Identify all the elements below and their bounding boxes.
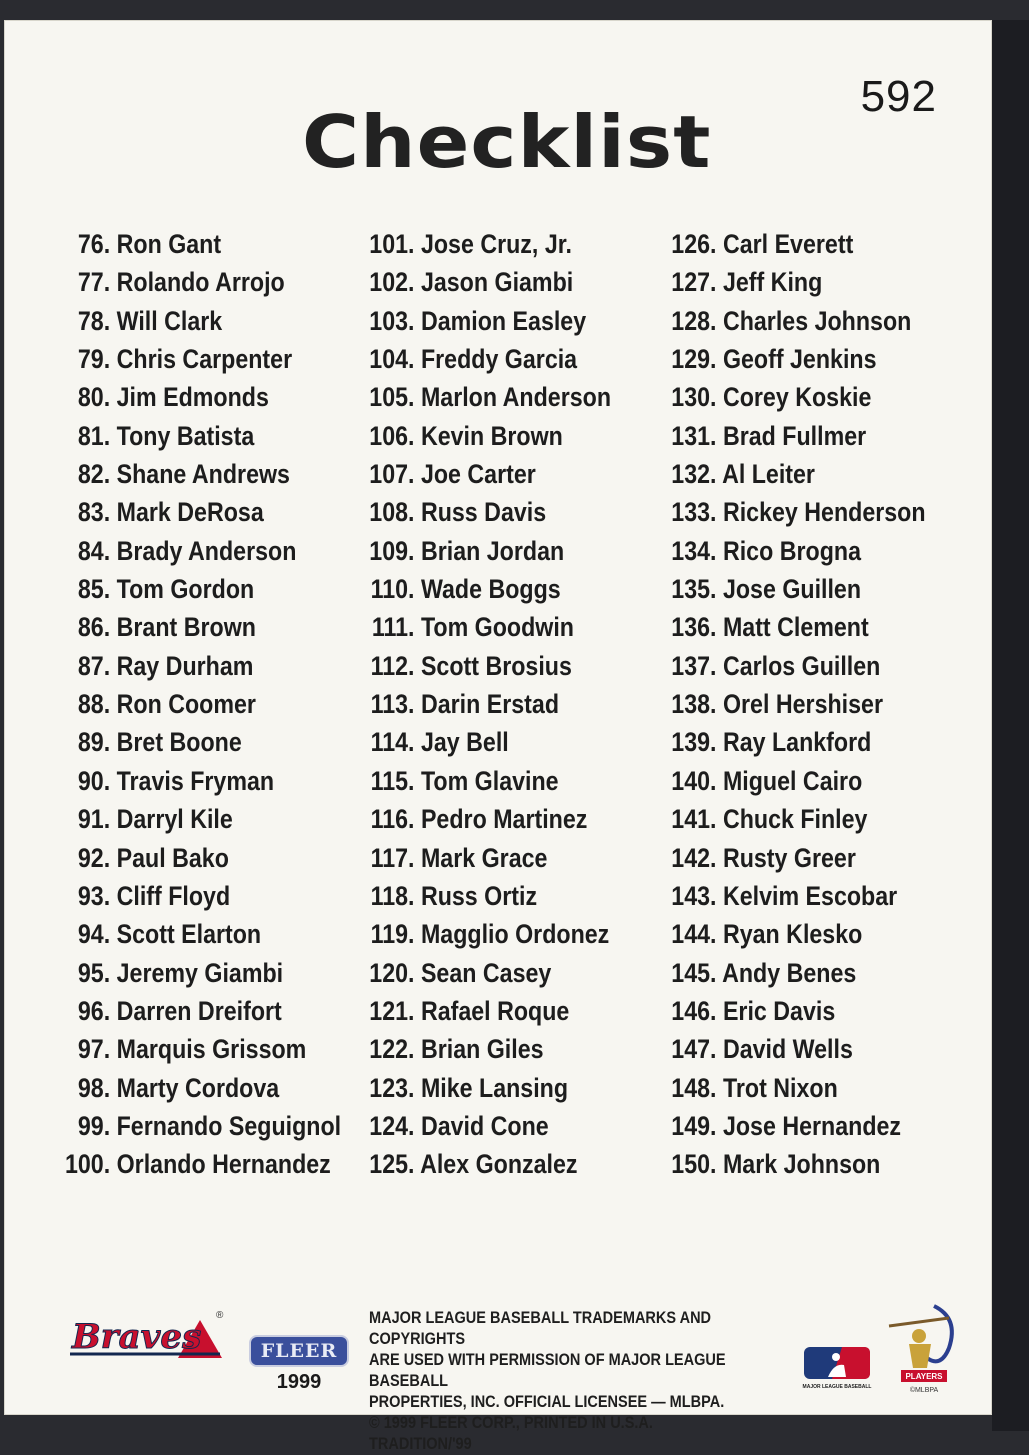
player-name: Eric Davis	[722, 995, 836, 1026]
checklist-entry	[356, 647, 611, 685]
checklist-entry	[356, 723, 611, 761]
fleer-year: 1999	[276, 1371, 322, 1393]
player-name: Orlando Hernandez	[116, 1149, 331, 1180]
player-name: Matt Clement	[722, 612, 869, 643]
card-no: 117.	[370, 842, 415, 873]
player-name: Rafael Roque	[420, 995, 570, 1026]
player-name: Brad Fullmer	[722, 420, 867, 451]
player-name: Charles Johnson	[722, 305, 912, 336]
card-no: 142.	[671, 842, 717, 873]
player-name: David Wells	[722, 1034, 853, 1065]
checklist-entry	[658, 800, 926, 838]
player-name: Ryan Klesko	[722, 919, 863, 950]
checklist-entry	[658, 1030, 926, 1068]
card-no: 81.	[77, 420, 111, 451]
player-name: Cliff Floyd	[116, 880, 231, 911]
player-name: Mike Lansing	[420, 1072, 569, 1103]
checklist-entry	[658, 1107, 926, 1145]
card-no: 103.	[369, 305, 415, 336]
svg-text:Braves: Braves	[72, 1317, 202, 1357]
checklist-entry	[658, 1069, 926, 1107]
card-no: 127.	[671, 267, 717, 298]
card-no: 77.	[77, 267, 111, 298]
card-no: 128.	[671, 305, 717, 336]
card-no: 86.	[77, 612, 111, 643]
checklist-entry	[62, 839, 341, 877]
card-no: 129.	[671, 344, 717, 375]
card-no: 112.	[370, 650, 415, 681]
card-no: 139.	[671, 727, 717, 758]
checklist-entry	[356, 493, 611, 531]
checklist-entry	[356, 455, 611, 493]
player-name: Tom Gordon	[116, 574, 255, 605]
player-name: Marlon Anderson	[420, 382, 612, 413]
fleer-badge: FLEER	[249, 1335, 349, 1367]
card-no: 80.	[77, 382, 111, 413]
card-no: 93.	[77, 880, 111, 911]
player-name: Chris Carpenter	[116, 344, 293, 375]
checklist-entry	[62, 762, 341, 800]
player-name: Fernando Seguignol	[116, 1110, 342, 1141]
checklist-entry	[62, 954, 341, 992]
card-no: 91.	[77, 804, 111, 835]
checklist-entry	[62, 225, 341, 263]
card-no: 123.	[369, 1072, 415, 1103]
checklist-entry	[356, 762, 611, 800]
checklist-entry	[658, 762, 926, 800]
player-name: Orel Hershiser	[722, 689, 883, 720]
card-no: 78.	[77, 305, 111, 336]
card-no: 130.	[671, 382, 717, 413]
player-name: Mark DeRosa	[116, 497, 264, 528]
card-no: 134.	[671, 535, 717, 566]
player-name: Darryl Kile	[116, 804, 233, 835]
checklist-column-3	[658, 225, 969, 1184]
player-name: Ron Gant	[116, 229, 222, 259]
player-name: Brian Jordan	[420, 535, 565, 566]
checklist-entry	[658, 263, 926, 301]
checklist-entry	[356, 378, 611, 416]
card-no: 104.	[369, 344, 415, 375]
card-no: 143.	[671, 880, 717, 911]
checklist-entry	[658, 992, 926, 1030]
player-name: Brant Brown	[116, 612, 256, 643]
checklist-entry	[658, 877, 926, 915]
card-no: 140.	[671, 765, 717, 796]
player-name: Rolando Arrojo	[116, 267, 285, 298]
checklist-entry	[356, 225, 611, 263]
checklist-entry	[658, 570, 926, 608]
card-no: 102.	[369, 267, 415, 298]
legal-notice	[369, 1308, 747, 1455]
player-name: Jim Edmonds	[116, 382, 269, 413]
checklist-entry	[356, 302, 611, 340]
checklist-entry	[356, 608, 611, 646]
checklist-entry	[658, 493, 926, 531]
player-name: Jason Giambi	[420, 267, 574, 298]
card-no: 96.	[77, 995, 111, 1026]
checklist-entry	[62, 570, 341, 608]
card-no: 107.	[369, 459, 415, 490]
player-name: Scott Elarton	[116, 919, 262, 950]
card-no: 122.	[369, 1034, 415, 1065]
player-name: Jeremy Giambi	[116, 957, 284, 988]
card-no: 146.	[671, 995, 717, 1026]
legal-line: MAJOR LEAGUE BASEBALL TRADEMARKS AND COPYRIGHTS	[369, 1309, 712, 1348]
checklist-entry	[62, 455, 341, 493]
card-no: 136.	[671, 612, 717, 643]
player-name: Mark Johnson	[722, 1149, 881, 1180]
checklist-entry	[62, 340, 341, 378]
card-no: 148.	[671, 1072, 717, 1103]
card-no: 109.	[369, 535, 415, 566]
checklist-entry	[62, 1069, 341, 1107]
checklist-entry	[62, 647, 341, 685]
player-name: Darin Erstad	[420, 689, 560, 720]
player-name: Miguel Cairo	[722, 765, 863, 796]
player-name: Andy Benes	[722, 957, 857, 988]
player-name: Ron Coomer	[116, 689, 256, 720]
checklist-entry	[356, 1145, 611, 1183]
card-no: 99.	[77, 1110, 111, 1141]
card-no: 106.	[369, 420, 415, 451]
player-name: Jeff King	[722, 267, 823, 298]
checklist-entry	[658, 417, 926, 455]
player-name: Corey Koskie	[722, 382, 872, 413]
card-no: 111.	[371, 612, 415, 643]
card-no: 76.	[77, 229, 111, 259]
card-no: 97.	[77, 1034, 111, 1065]
player-name: Russ Ortiz	[420, 880, 538, 911]
checklist-title: Checklist	[302, 100, 712, 184]
card-no: 88.	[77, 689, 111, 720]
checklist-entry	[62, 800, 341, 838]
legal-line: © 1999 FLEER CORP., PRINTED IN U.S.A. TRADITION/'99	[369, 1414, 653, 1453]
checklist-entry	[356, 1107, 611, 1145]
checklist-entry	[658, 378, 926, 416]
card-no: 121.	[369, 995, 415, 1026]
player-name: Joe Carter	[420, 459, 536, 490]
card-no: 84.	[77, 535, 111, 566]
card-no: 132.	[671, 459, 717, 490]
player-name: Russ Davis	[420, 497, 547, 528]
checklist-entry	[62, 608, 341, 646]
checklist-entry	[658, 225, 926, 263]
player-name: Tom Goodwin	[420, 612, 574, 643]
player-name: Shane Andrews	[116, 459, 290, 490]
player-name: Kevin Brown	[420, 420, 563, 451]
player-name: Al Leiter	[722, 459, 815, 490]
checklist-entry	[62, 417, 341, 455]
checklist-column-1	[62, 225, 387, 1184]
checklist-entry	[356, 992, 611, 1030]
player-name: Geoff Jenkins	[722, 344, 877, 375]
checklist-entry	[658, 608, 926, 646]
card-no: 147.	[671, 1034, 717, 1065]
checklist-entry	[658, 647, 926, 685]
card-no: 133.	[671, 497, 717, 528]
legal-line: ARE USED WITH PERMISSION OF MAJOR LEAGUE BASEBALL	[369, 1351, 726, 1390]
card-no: 82.	[77, 459, 111, 490]
player-name: Jose Cruz, Jr.	[420, 229, 572, 259]
checklist-column-2	[356, 225, 653, 1184]
checklist-entry	[658, 302, 926, 340]
checklist-entry	[62, 378, 341, 416]
player-name: David Cone	[420, 1110, 549, 1141]
player-name: Tony Batista	[116, 420, 255, 451]
card-no: 105.	[369, 382, 415, 413]
player-name: Chuck Finley	[722, 804, 868, 835]
player-name: Carlos Guillen	[722, 650, 881, 681]
player-name: Mark Grace	[420, 842, 548, 873]
player-name: Brady Anderson	[116, 535, 297, 566]
checklist-entry	[658, 1145, 926, 1183]
player-name: Magglio Ordonez	[420, 919, 610, 950]
card-no: 98.	[77, 1072, 111, 1103]
checklist-entry	[658, 685, 926, 723]
checklist-entry	[356, 877, 611, 915]
checklist-entry	[62, 723, 341, 761]
player-name: Freddy Garcia	[420, 344, 578, 375]
checklist-entry	[356, 263, 611, 301]
card-no: 83.	[77, 497, 111, 528]
player-name: Rickey Henderson	[722, 497, 926, 528]
player-name: Carl Everett	[722, 229, 854, 259]
card-no: 101.	[369, 229, 415, 259]
player-name: Rico Brogna	[722, 535, 861, 566]
player-name: Kelvim Escobar	[722, 880, 898, 911]
card-no: 141.	[671, 804, 717, 835]
player-name: Will Clark	[116, 305, 223, 336]
checklist-entry	[658, 723, 926, 761]
checklist-entry	[62, 263, 341, 301]
checklist-entry	[356, 800, 611, 838]
player-name: Pedro Martinez	[420, 804, 588, 835]
player-name: Paul Bako	[116, 842, 229, 873]
checklist-entry	[62, 532, 341, 570]
checklist-entry	[62, 877, 341, 915]
checklist-entry	[658, 839, 926, 877]
card-no: 116.	[370, 804, 415, 835]
player-name: Jose Hernandez	[722, 1110, 902, 1141]
player-name: Scott Brosius	[420, 650, 572, 681]
player-name: Sean Casey	[420, 957, 552, 988]
card-no: 119.	[370, 919, 415, 950]
card-number: 592	[860, 72, 937, 121]
checklist-entry	[356, 839, 611, 877]
checklist-entry	[356, 532, 611, 570]
checklist-entry	[658, 340, 926, 378]
checklist-entry	[356, 417, 611, 455]
fleer-logo	[249, 1335, 349, 1394]
card-no: 124.	[369, 1110, 415, 1141]
svg-text:©MLBPA: ©MLBPA	[909, 1387, 939, 1394]
svg-text:PLAYERS: PLAYERS	[905, 1372, 943, 1381]
checklist-entry	[62, 1030, 341, 1068]
checklist-entry	[62, 493, 341, 531]
card-no: 125.	[369, 1149, 415, 1180]
card-no: 110.	[370, 574, 415, 605]
card-no: 115.	[370, 765, 415, 796]
checklist-entry	[62, 1145, 341, 1183]
card-no: 89.	[77, 727, 111, 758]
player-name: Bret Boone	[116, 727, 242, 758]
braves-logo	[70, 1310, 230, 1370]
checklist-card	[4, 20, 992, 1453]
checklist-entry	[658, 455, 926, 493]
checklist-entry	[658, 954, 926, 992]
card-no: 90.	[77, 765, 111, 796]
checklist-entry	[356, 685, 611, 723]
card-no: 95.	[77, 957, 111, 988]
checklist-entry	[658, 532, 926, 570]
checklist-entry	[356, 340, 611, 378]
card-no: 92.	[77, 842, 111, 873]
card-no: 150.	[671, 1149, 717, 1180]
card-no: 118.	[370, 880, 415, 911]
player-name: Jay Bell	[420, 727, 509, 758]
player-name: Marty Cordova	[116, 1072, 280, 1103]
checklist-entry	[356, 1030, 611, 1068]
checklist-entry	[62, 1107, 341, 1145]
checklist-entry	[356, 570, 611, 608]
player-name: Travis Fryman	[116, 765, 275, 796]
card-no: 100.	[64, 1149, 111, 1180]
checklist-entry	[62, 992, 341, 1030]
card-no: 114.	[370, 727, 415, 758]
card-no: 113.	[370, 689, 415, 720]
checklist-entry	[62, 685, 341, 723]
mlb-logo	[802, 1345, 872, 1390]
card-no: 131.	[671, 420, 717, 451]
player-name: Marquis Grissom	[116, 1034, 307, 1065]
svg-text:®: ®	[216, 1310, 224, 1321]
player-name: Ray Lankford	[722, 727, 872, 758]
player-name: Alex Gonzalez	[420, 1149, 578, 1180]
card-edge-shadow	[992, 20, 1029, 1431]
card-no: 144.	[671, 919, 717, 950]
players-association-logo	[879, 1298, 969, 1398]
checklist-entry	[62, 915, 341, 953]
card-no: 108.	[369, 497, 415, 528]
checklist-entry	[356, 1069, 611, 1107]
card-no: 94.	[77, 919, 111, 950]
card-no: 87.	[77, 650, 111, 681]
checklist-entry	[658, 915, 926, 953]
svg-text:MAJOR LEAGUE BASEBALL: MAJOR LEAGUE BASEBALL	[802, 1384, 872, 1390]
player-name: Darren Dreifort	[116, 995, 282, 1026]
checklist-entry	[356, 954, 611, 992]
card-no: 135.	[671, 574, 717, 605]
checklist-entry	[356, 915, 611, 953]
player-name: Rusty Greer	[722, 842, 856, 873]
player-name: Ray Durham	[116, 650, 254, 681]
legal-line: PROPERTIES, INC. OFFICIAL LICENSEE — MLBPA.	[369, 1393, 725, 1411]
player-name: Brian Giles	[420, 1034, 544, 1065]
player-name: Trot Nixon	[722, 1072, 838, 1103]
card-no: 138.	[671, 689, 717, 720]
player-name: Wade Boggs	[420, 574, 561, 605]
card-no: 120.	[369, 957, 415, 988]
card-no: 149.	[671, 1110, 717, 1141]
card-no: 79.	[77, 344, 111, 375]
checklist-entry	[62, 302, 341, 340]
player-name: Damion Easley	[420, 305, 587, 336]
card-no: 126.	[671, 229, 717, 259]
card-no: 137.	[671, 650, 717, 681]
card-no: 145.	[671, 957, 717, 988]
card-no: 85.	[77, 574, 111, 605]
player-name: Jose Guillen	[722, 574, 862, 605]
player-name: Tom Glavine	[420, 765, 559, 796]
